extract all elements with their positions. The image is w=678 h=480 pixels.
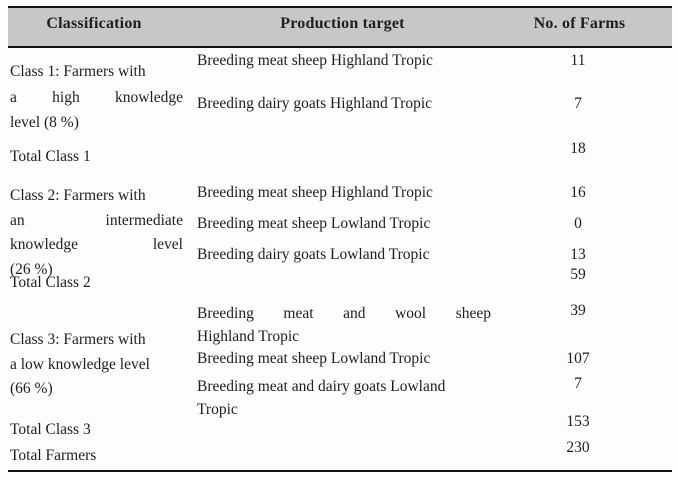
- class2-label: [10, 184, 183, 282]
- class1-label: [10, 59, 183, 136]
- header-cell-production-target: Production target: [280, 15, 405, 32]
- production-target-line: Breeding meat and wool sheep: [197, 305, 491, 322]
- class2-label-line: (26 %): [10, 260, 53, 278]
- class1-label-line: Class 1: Farmers with: [10, 63, 146, 80]
- farms-count: 7: [574, 375, 582, 392]
- class1-label-line: level (8 %): [10, 114, 79, 131]
- production-target-cell: Breeding dairy goats Lowland Tropic: [197, 246, 430, 263]
- total-class3-label: Total Class 3: [10, 421, 91, 438]
- total-class1-farms: 18: [570, 140, 586, 157]
- total-class2-label: Total Class 2: [10, 274, 91, 291]
- production-target-cell: Breeding meat sheep Lowland Tropic: [197, 350, 431, 367]
- total-farmers-farms: 230: [566, 439, 590, 456]
- farms-count: 13: [570, 246, 586, 263]
- class2-label-line: knowledge level: [10, 236, 183, 254]
- production-target-line: Breeding meat and dairy goats Lowland: [197, 378, 446, 395]
- table-bottom-rule: [8, 470, 672, 472]
- farms-count: 7: [574, 95, 582, 112]
- total-class2-farms: 59: [570, 266, 586, 283]
- farms-count: 16: [570, 184, 586, 201]
- total-class3-farms: 153: [566, 413, 590, 430]
- production-target-line: Highland Tropic: [197, 328, 300, 345]
- production-target-cell: Breeding meat sheep Lowland Tropic: [197, 215, 431, 232]
- production-target-cell: Breeding dairy goats Highland Tropic: [197, 95, 433, 112]
- class2-label-line: Class 2: Farmers with: [10, 187, 146, 204]
- production-target-cell: Breeding meat sheep Highland Tropic: [197, 184, 433, 201]
- farms-count: 39: [570, 302, 586, 319]
- production-target-cell: [197, 375, 491, 421]
- farms-count: 107: [566, 350, 590, 367]
- class3-label: [10, 328, 183, 402]
- class1-label-line: a high knowledge: [10, 88, 183, 106]
- production-target-line: Tropic: [197, 401, 238, 418]
- total-class1-label: Total Class 1: [10, 148, 91, 165]
- class2-label-line: an intermediate: [10, 211, 183, 229]
- class3-label-line: a low knowledge level: [10, 355, 150, 373]
- farms-count: 11: [570, 52, 586, 69]
- production-target-cell: Breeding meat sheep Highland Tropic: [197, 52, 433, 69]
- header-cell-classification: Classification: [46, 15, 142, 32]
- production-target-cell: [197, 302, 491, 348]
- class3-label-line: (66 %): [10, 380, 53, 398]
- farms-count: 0: [574, 215, 582, 232]
- total-farmers-label: Total Farmers: [10, 447, 97, 464]
- class3-label-line: Class 3: Farmers with: [10, 331, 146, 348]
- header-cell-no-of-farms: No. of Farms: [533, 15, 626, 32]
